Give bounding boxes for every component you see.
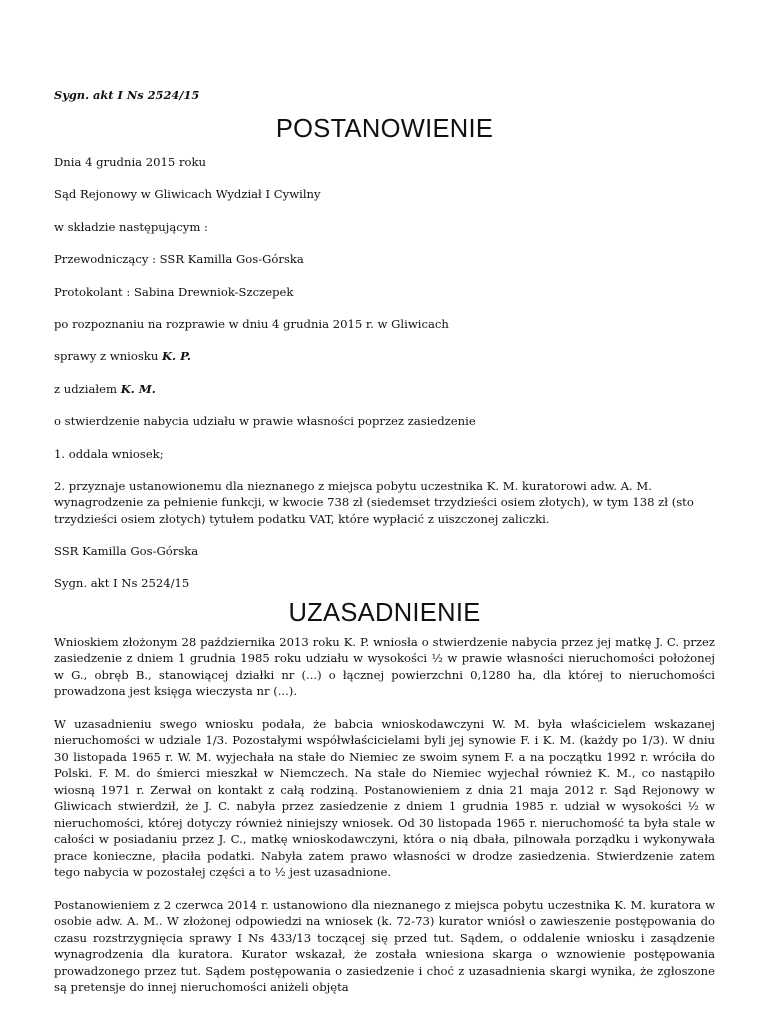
ruling-point-2: 2. przyznaje ustanowionemu dla nieznanego z miejsca pobytu uczestnika K. M. kuratorowi adw. A. M. wynagrodzenie za pełnienie funkcji, w kwocie 738 zł (siedemset trzydzieści osiem złotych), w tym 138 zł (sto trzydzieści osiem złotych) tytułem podatku VAT, które wypłacić z uiszczonej zaliczki. [54, 478, 694, 526]
justification-title: UZASADNIENIE [288, 598, 481, 627]
case-number-header: Sygn. akt I Ns 2524/15 [54, 88, 200, 102]
hearing-line: po rozpoznaniu na rozprawie w dniu 4 grudnia 2015 r. w Gliwicach [54, 316, 449, 331]
chair-line: Przewodniczący : SSR Kamilla Gos-Górska [54, 252, 304, 267]
participant-line [54, 381, 715, 397]
justification-case-number: Sygn. akt I Ns 2524/15 [54, 575, 190, 590]
date-line: Dnia 4 grudnia 2015 roku [54, 155, 206, 169]
case-prefix: sprawy z wniosku [54, 349, 162, 364]
court-line: Sąd Rejonowy w Gliwicach Wydział I Cywilny [54, 187, 321, 202]
case-line [54, 348, 715, 364]
ruling-point-1: 1. oddala wniosek; [54, 446, 164, 461]
subject-line: o stwierdzenie nabycia udziału w prawie własności poprzez zasiedzenie [54, 414, 476, 429]
composition-line: w składzie następującym : [54, 219, 208, 234]
judge-signature: SSR Kamilla Gos-Górska [54, 544, 199, 559]
participant-prefix: z udziałem [54, 381, 121, 396]
justification-paragraph-1: Wnioskiem złożonym 28 października 2013 roku K. P. wniosła o stwierdzenie nabycia przez jej matkę J. C. przez zasiedzenie z dniem 1 grudnia 1985 roku udziału w wysokości ½ w prawie własności nieruchomości położonej w G., obręb B., stanowiącej działki nr (...) o łącznej powierzchni 0,1280 ha, dla której to nieruchomości prowadzona jest księga wieczysta nr (...). [54, 634, 715, 699]
justification-paragraph-3: Postanowieniem z 2 czerwca 2014 r. ustanowiono dla nieznanego z miejsca pobytu uczestnika K. M. kuratora w osobie adw. A. M.. W złożonej odpowiedzi na wniosek (k. 72-73) kurator wniósł o zawieszenie postępowania do czasu rozstrzygnięcia sprawy I Ns 433/13 toczącej się przed tut. Sądem, o oddalenie wniosku i zasądzenie wynagrodzenia dla kuratora. Kurator wskazał, że została wniesiona skarga o wznowienie postępowania prowadzonego przez tut. Sądem postępowania o zasiedzenie i choć z uzasadnienia skargi wynika, że zgłoszone są pretensje do innej nieruchomości aniżeli objęta [54, 897, 715, 995]
clerk-line: Protokolant : Sabina Drewniok-Szczepek [54, 284, 294, 299]
ruling-title: POSTANOWIENIE [275, 115, 494, 143]
participant-name: K. M. [120, 381, 156, 396]
document-body [54, 88, 715, 1012]
applicant-name: K. P. [161, 349, 191, 364]
justification-paragraph-2: W uzasadnieniu swego wniosku podała, że babcia wnioskodawczyni W. M. była właścicielem wskazanej nieruchomości w udziale 1/3. Pozostałymi współwłaścicielami byli jej synowie F. i K. M. (każdy po 1/3). W dniu 30 listopada 1965 r. W. M. wyjechała na stałe do Niemiec ze swoim synem F. a na początku 1992 r. wróciła do Polski. F. M. do śmierci mieszkał w Niemczech. Na stałe do Niemiec wyjechał również K. M., co nastąpiło wiosną 1971 r. Zerwał on kontakt z całą rodziną. Postanowieniem z dnia 21 maja 2012 r. Sąd Rejonowy w Gliwicach stwierdził, że J. C. nabyła przez zasiedzenie z dniem 1 grudnia 1985 r. udział w wysokości ½ w nieruchomości, której dotyczy również niniejszy wniosek. Od 30 listopada 1965 r. nieruchomość ta była stale w całości w posiadaniu przez J. C., matkę wnioskodawczyni, która o nią dbała, pilnowała porządku i wykonywała prace konieczne, płaciła podatki. Nabyła zatem prawo własności w drodze zasiedzenia. Stwierdzenie zatem tego nabycia w pozostałej części a to ½ jest uzasadnione. [54, 716, 715, 880]
